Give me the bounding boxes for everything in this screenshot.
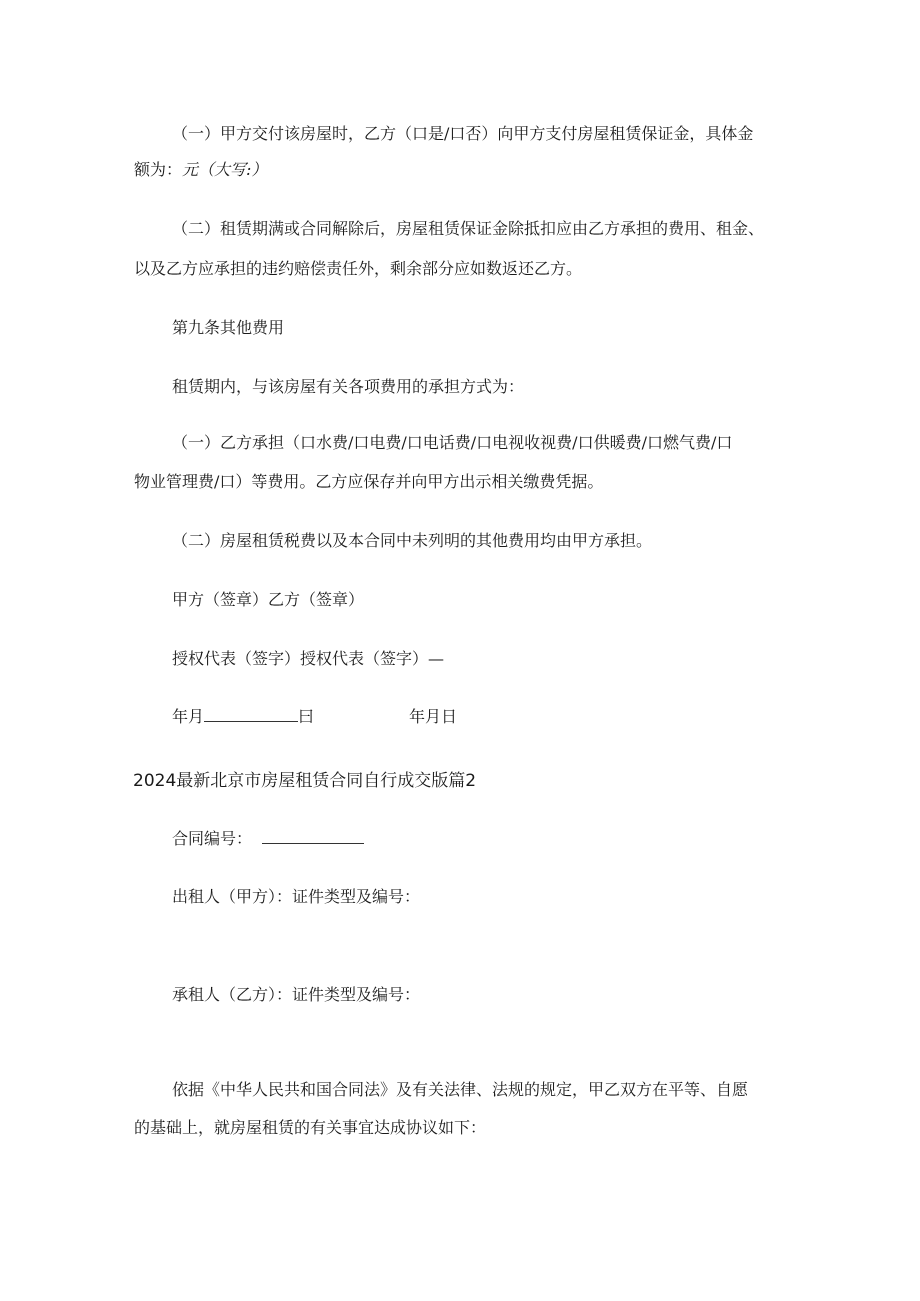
contract-number-label: 合同编号： (172, 829, 253, 848)
tenant-fees-line2: 物业管理费/口）等费用。乙方应保存并向甲方出示相关缴费凭据。 (134, 472, 604, 491)
contract-number-blank (262, 829, 364, 844)
lessor-info: 出租人（甲方）：证件类型及编号： (172, 887, 421, 906)
date-right: 年月日 (409, 707, 458, 726)
deposit-paragraph-line1: （一）甲方交付该房屋时，乙方（口是/口否）向甲方支付房屋租赁保证金，具体金 (172, 124, 754, 143)
deposit-return-line1: （二）租赁期满或合同解除后，房屋租赁保证金除抵扣应由乙方承担的费用、租金、 (172, 219, 765, 238)
fees-intro: 租赁期内，与该房屋有关各项费用的承担方式为： (172, 377, 525, 396)
signature-date-row (172, 707, 314, 727)
lessee-info: 承租人（乙方）：证件类型及编号： (172, 985, 421, 1004)
date-blank-line (204, 707, 298, 722)
basis-line2: 的基础上，就房屋租赁的有关事宜达成协议如下： (134, 1118, 487, 1137)
signature-representatives: 授权代表（签字）授权代表（签字）— (172, 649, 445, 668)
contract-heading: 2024最新北京市房屋租赁合同自行成交版篇2 (133, 771, 477, 791)
signature-parties: 甲方（签章）乙方（签章） (172, 590, 365, 609)
tenant-fees-line1: （一）乙方承担（口水费/口电费/口电话费/口电视收视费/口供暖费/口燃气费/口 (172, 433, 733, 452)
date-left-label: 年月 (172, 707, 205, 726)
deposit-return-line2: 以及乙方应承担的违约赔偿责任外，剩余部分应如数返还乙方。 (134, 259, 583, 278)
contract-number-row (172, 829, 364, 849)
basis-line1: 依据《中华人民共和国合同法》及有关法律、法规的规定，甲乙双方在平等、自愿 (172, 1080, 749, 1099)
deposit-amount-label: 额为： (134, 160, 183, 179)
deposit-paragraph-line2 (134, 160, 267, 180)
article-nine-title: 第九条其他费用 (172, 318, 285, 337)
deposit-amount-words: 元（大写:） (182, 160, 268, 179)
landlord-fees: （二）房屋租赁税费以及本合同中未列明的其他费用均由甲方承担。 (172, 531, 653, 550)
date-left-day: 曰 (298, 707, 315, 726)
